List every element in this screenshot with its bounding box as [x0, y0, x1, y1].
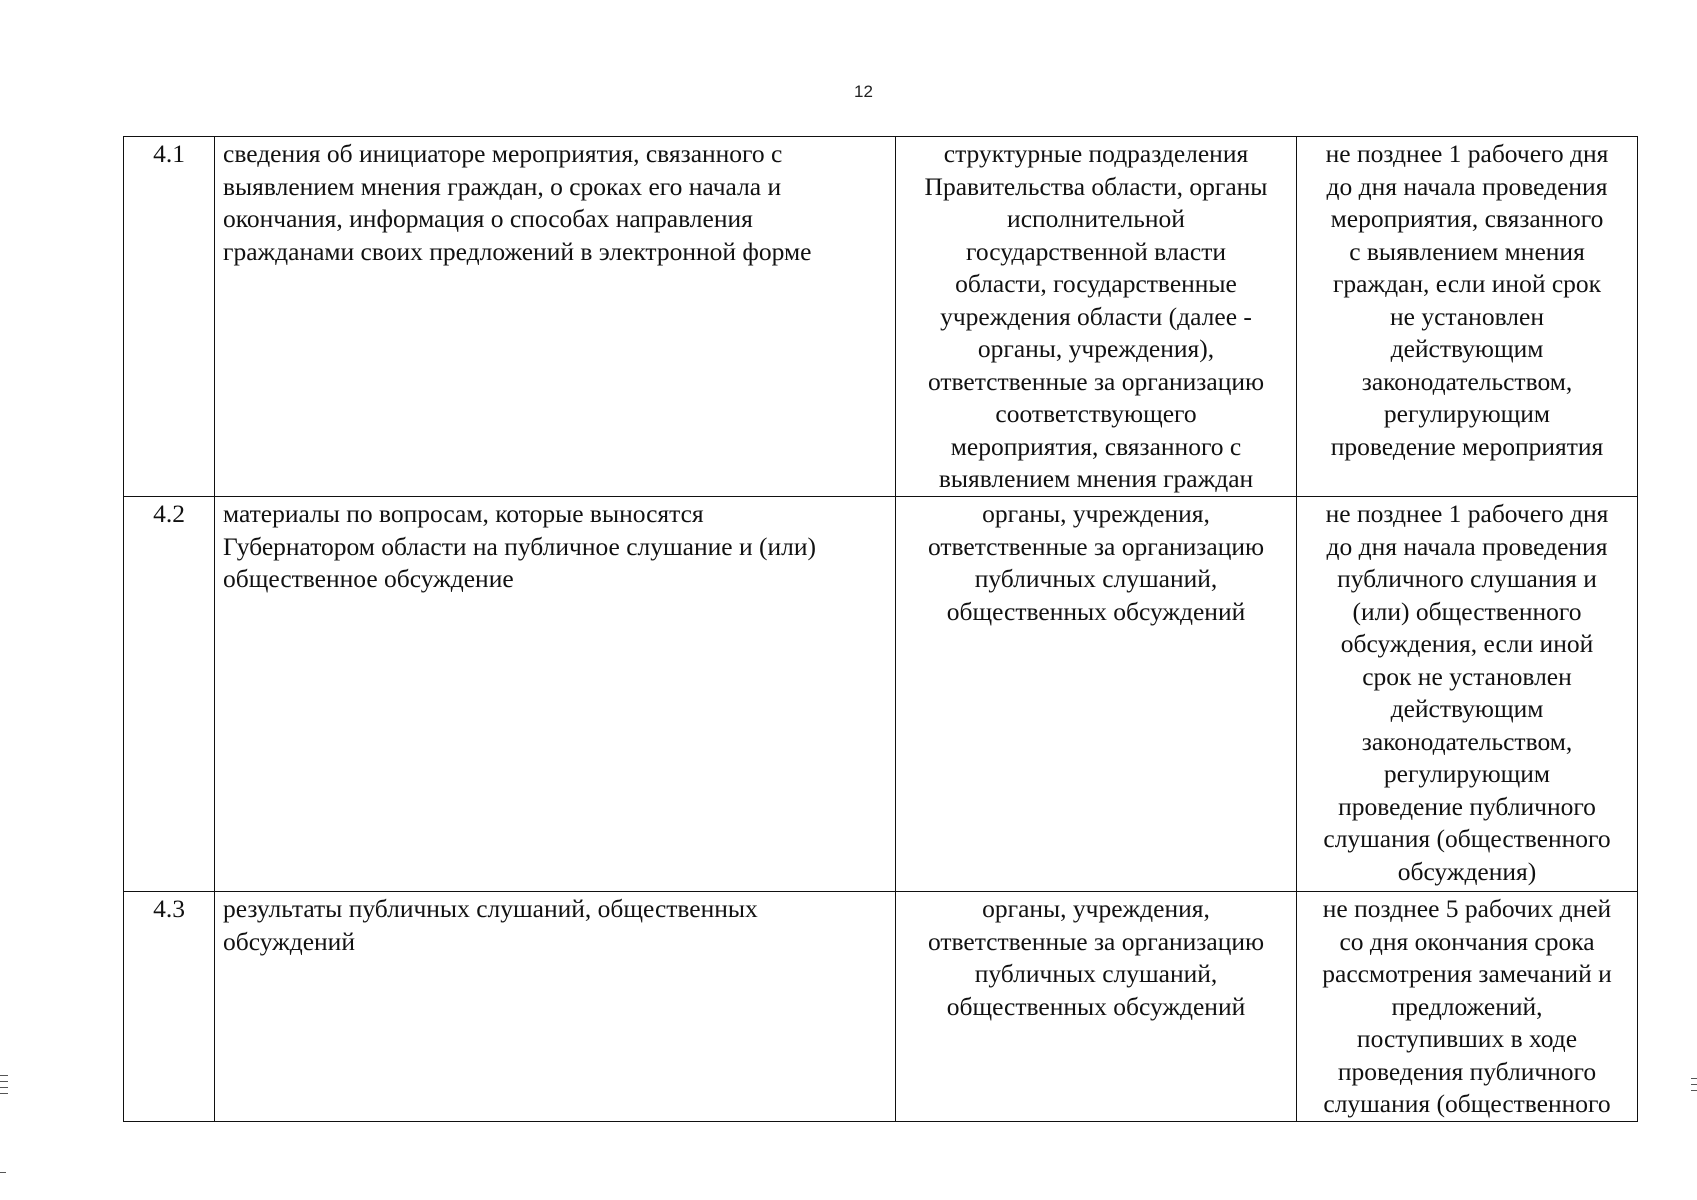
description-cell [215, 892, 896, 1122]
description-line: материалы по вопросам, которые выносятся [223, 499, 704, 528]
responsible-line: исполнительной [1007, 204, 1185, 233]
left-edge-mark [0, 1087, 8, 1088]
responsible-line: органы, учреждения, [982, 499, 1210, 528]
description-line: общественное обсуждение [223, 564, 514, 593]
term-line: мероприятия, связанного [1330, 204, 1604, 233]
term-line: до дня начала проведения [1326, 171, 1608, 201]
left-edge-mark [0, 1075, 8, 1076]
term-line: публичного слушания и [1337, 564, 1597, 593]
description-cell [215, 497, 896, 892]
term-line: не позднее 5 рабочих дней [1322, 894, 1612, 923]
term-line: со дня окончания срока [1339, 926, 1595, 956]
term-line: не позднее 1 рабочего дня [1325, 499, 1609, 528]
term-line: регулирующим [1383, 399, 1551, 428]
term-line: не установлен [1390, 301, 1544, 331]
responsible-line: ответственные за организацию [927, 366, 1265, 396]
responsible-line: соответствующего [995, 399, 1197, 428]
responsible-line: ответственные за организацию [927, 926, 1265, 956]
term-line: рассмотрения замечаний и [1322, 959, 1612, 988]
term-line: до дня начала проведения [1326, 531, 1608, 561]
responsible-cell [896, 497, 1297, 892]
term-cell [1297, 137, 1638, 497]
description-line: Губернатором области на публичное слушание и (или) [223, 531, 816, 561]
responsible-line: мероприятия, связанного с [950, 431, 1242, 461]
term-line: регулирующим [1383, 759, 1551, 788]
term-line: проведение публичного [1338, 791, 1596, 821]
term-line: действующим [1390, 334, 1544, 363]
term-line: предложений, [1391, 991, 1543, 1021]
term-line: действующим [1390, 694, 1544, 723]
responsible-line: структурные подразделения [943, 139, 1249, 168]
description-line: обсуждений [223, 926, 355, 956]
responsible-line: публичных слушаний, [974, 564, 1218, 593]
term-line: проведения публичного [1337, 1056, 1597, 1086]
table-body [124, 137, 1638, 1122]
term-line: (или) общественного [1352, 596, 1582, 626]
responsible-line: ответственные за организацию [927, 531, 1265, 561]
description-line: сведения об инициаторе мероприятия, связанного с [223, 139, 783, 168]
responsible-cell [896, 137, 1297, 497]
table-row [124, 892, 1638, 1122]
description-cell [215, 137, 896, 497]
term-line: законодательством, [1361, 366, 1573, 396]
table-row [124, 497, 1638, 892]
responsible-line: общественных обсуждений [946, 991, 1246, 1021]
left-edge-mark [0, 1081, 8, 1082]
responsible-line: публичных слушаний, [974, 959, 1218, 988]
term-cell [1297, 892, 1638, 1122]
responsible-line: органы, учреждения, [982, 894, 1210, 923]
description-line: выявлением мнения граждан, о сроках его начала и [223, 171, 782, 201]
description-line: окончания, информация о способах направления [223, 204, 753, 233]
term-line: граждан, если иной срок [1332, 269, 1602, 298]
description-line: гражданами своих предложений в электронной форме [223, 236, 812, 266]
term-line: поступивших в ходе [1356, 1024, 1578, 1053]
left-edge-mark [0, 1093, 8, 1094]
responsible-line: органы, учреждения), [977, 334, 1215, 363]
term-line: обсуждения, если иной [1340, 629, 1594, 658]
row-number-cell: 4.1 [124, 137, 215, 497]
responsible-line: общественных обсуждений [946, 596, 1246, 626]
term-line: проведение мероприятия [1330, 431, 1604, 461]
term-line: срок не установлен [1362, 661, 1572, 691]
responsible-line: учреждения области (далее - [940, 301, 1252, 331]
term-line: слушания (общественного [1323, 1089, 1611, 1118]
responsible-line: области, государственные [955, 269, 1237, 298]
right-edge-mark [1691, 1084, 1697, 1085]
term-line: законодательством, [1361, 726, 1573, 756]
responsible-line: Правительства области, органы [924, 171, 1268, 201]
row-number-cell: 4.2 [124, 497, 215, 892]
page-number: 12 [854, 82, 873, 101]
term-line: слушания (общественного [1323, 824, 1611, 853]
description-line: результаты публичных слушаний, общественных [223, 894, 758, 923]
term-cell [1297, 497, 1638, 892]
left-edge-mark [0, 1172, 6, 1173]
responsible-cell [896, 892, 1297, 1122]
right-edge-mark [1691, 1078, 1697, 1079]
table-row [124, 137, 1638, 497]
right-edge-mark [1691, 1090, 1697, 1091]
term-line: не позднее 1 рабочего дня [1325, 139, 1609, 168]
responsible-line: государственной власти [966, 236, 1226, 266]
term-line: с выявлением мнения [1349, 236, 1585, 266]
term-line: обсуждения) [1397, 856, 1537, 886]
responsible-line: выявлением мнения граждан [938, 464, 1254, 493]
document-table [123, 136, 1638, 1122]
row-number-cell: 4.3 [124, 892, 215, 1122]
